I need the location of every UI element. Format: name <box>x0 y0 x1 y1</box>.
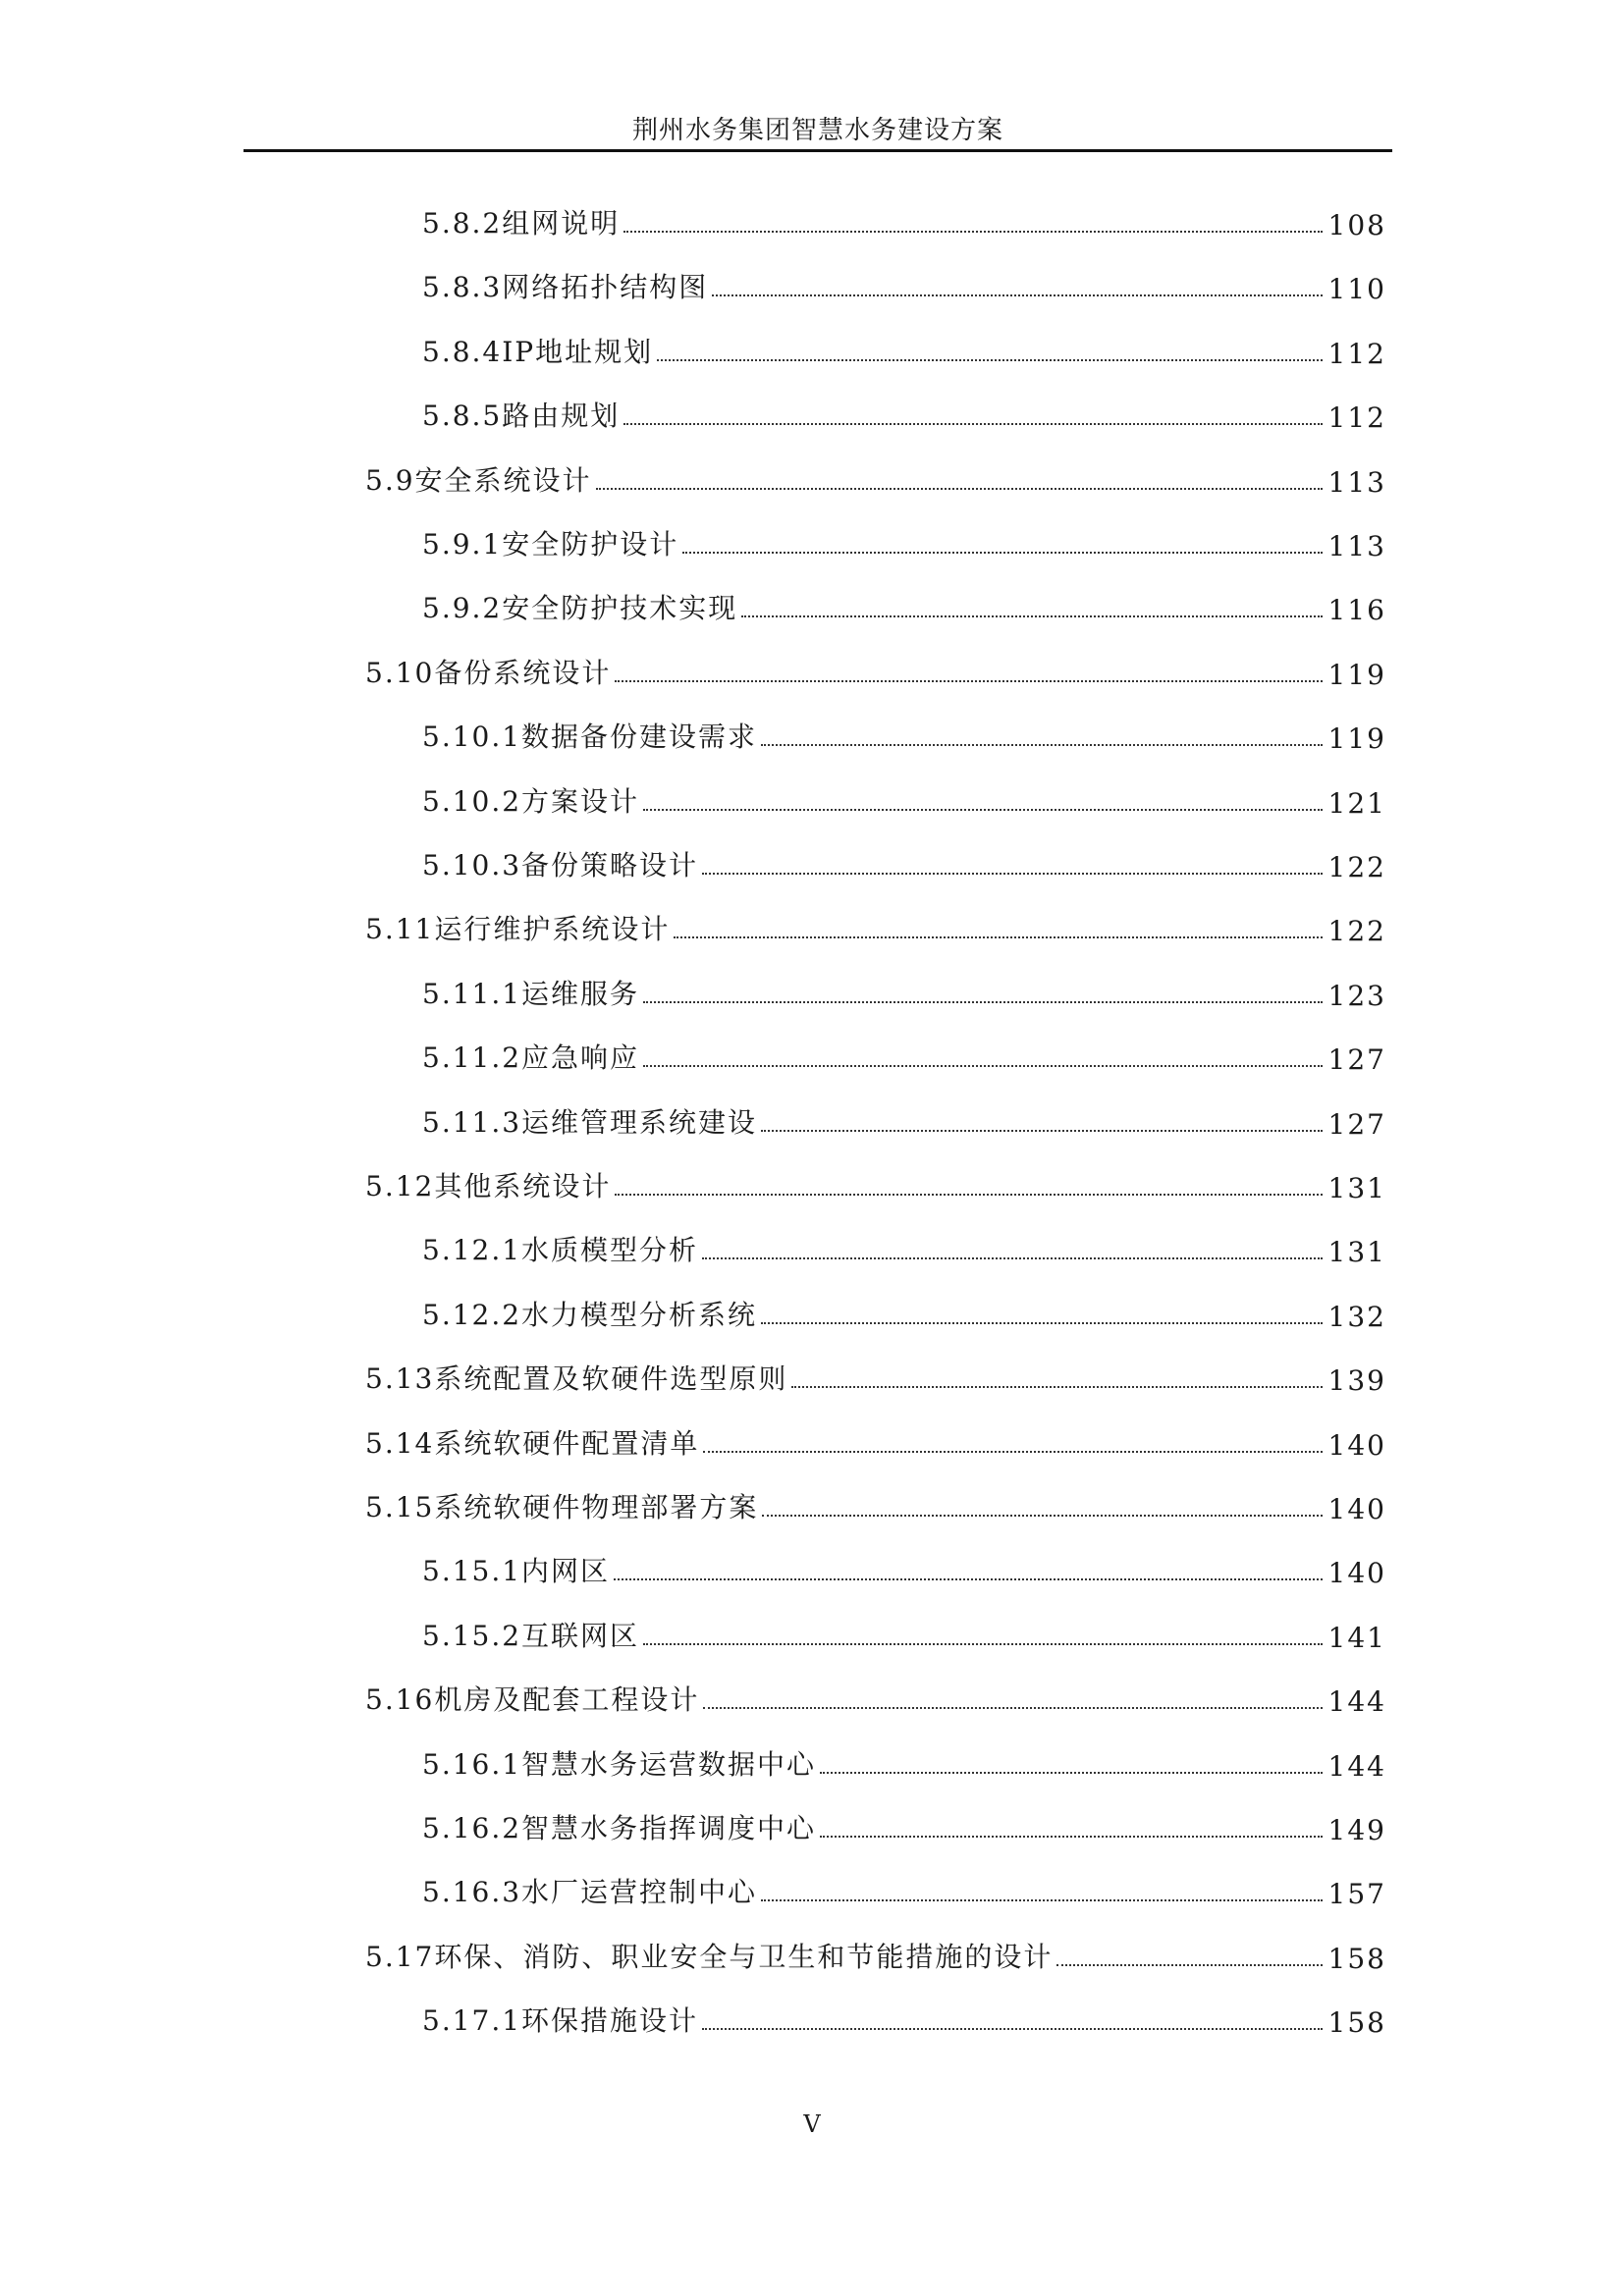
toc-entry[interactable] <box>422 387 1386 434</box>
toc-entry-page: 144 <box>1327 1685 1386 1719</box>
toc-entry-page: 158 <box>1327 2006 1386 2040</box>
toc-entry-label: 5.11.2应急响应 <box>422 1041 640 1075</box>
toc-entry-page: 116 <box>1327 594 1386 627</box>
toc-entry[interactable] <box>422 773 1386 820</box>
toc-entry-label: 5.10备份系统设计 <box>365 656 612 689</box>
toc-entry-label: 5.12.2水力模型分析系统 <box>422 1298 758 1331</box>
toc-entry[interactable] <box>422 1607 1386 1654</box>
toc-entry-page: 123 <box>1327 979 1386 1012</box>
toc-dot-leader <box>623 423 1322 425</box>
toc-entry-label: 5.15.1内网区 <box>422 1555 611 1588</box>
toc-entry-label: 5.15.2互联网区 <box>422 1619 640 1652</box>
toc-dot-leader <box>682 552 1322 554</box>
toc-entry-label: 5.16机房及配套工程设计 <box>365 1683 700 1717</box>
toc-entry[interactable] <box>365 1671 1386 1718</box>
page-number: V <box>803 2110 821 2138</box>
toc-entry-label: 5.11.3运维管理系统建设 <box>422 1105 758 1139</box>
toc-entry-page: 140 <box>1327 1493 1386 1525</box>
toc-entry[interactable] <box>365 1350 1386 1397</box>
toc-entry-page: 127 <box>1327 1107 1386 1141</box>
toc-entry-label: 5.16.1智慧水务运营数据中心 <box>422 1747 817 1781</box>
toc-entry-label: 5.17.1环保措施设计 <box>422 2004 699 2038</box>
toc-entry[interactable] <box>365 452 1386 499</box>
toc-dot-leader <box>596 488 1323 490</box>
toc-entry-page: 127 <box>1327 1043 1386 1077</box>
toc-entry-page: 149 <box>1327 1814 1386 1846</box>
toc-entry-label: 5.8.2组网说明 <box>422 207 621 240</box>
toc-entry-page: 119 <box>1327 658 1386 691</box>
toc-entry[interactable] <box>422 1542 1386 1589</box>
toc-entry-page: 112 <box>1327 337 1386 370</box>
toc-entry-page: 140 <box>1327 1557 1386 1590</box>
toc-entry[interactable] <box>422 1286 1386 1333</box>
toc-entry[interactable] <box>365 1157 1386 1204</box>
toc-entry-page: 122 <box>1327 851 1386 883</box>
toc-entry[interactable] <box>422 836 1386 883</box>
toc-dot-leader <box>674 936 1322 938</box>
toc-entry[interactable] <box>422 1094 1386 1141</box>
toc-entry[interactable] <box>365 1928 1386 1975</box>
toc-entry-label: 5.9.1安全防护设计 <box>422 528 679 561</box>
toc-dot-leader <box>1056 1964 1322 1966</box>
toc-entry-label: 5.12.1水质模型分析 <box>422 1234 699 1267</box>
toc-dot-leader <box>657 359 1322 361</box>
toc-entry-label: 5.10.2方案设计 <box>422 784 640 818</box>
toc-entry-label: 5.8.4IP地址规划 <box>422 335 654 368</box>
toc-entry-page: 110 <box>1327 273 1386 306</box>
toc-entry[interactable] <box>422 1221 1386 1268</box>
toc-entry-page: 131 <box>1327 1236 1386 1269</box>
toc-dot-leader <box>712 294 1322 296</box>
toc-entry-label: 5.16.3水厂运营控制中心 <box>422 1876 758 1909</box>
toc-dot-leader <box>643 809 1322 811</box>
toc-entry-page: 121 <box>1327 786 1386 820</box>
toc-entry[interactable] <box>422 515 1386 562</box>
toc-entry-label: 5.11运行维护系统设计 <box>365 913 671 946</box>
toc-dot-leader <box>614 1578 1322 1580</box>
header-divider <box>244 149 1392 152</box>
toc-entry[interactable] <box>422 579 1386 626</box>
toc-dot-leader <box>762 1515 1322 1517</box>
toc-dot-leader <box>623 231 1322 233</box>
toc-entry[interactable] <box>365 644 1386 691</box>
toc-entry-page: 141 <box>1327 1621 1386 1654</box>
toc-entry-label: 5.10.3备份策略设计 <box>422 849 699 881</box>
toc-entry[interactable] <box>422 258 1386 305</box>
toc-entry[interactable] <box>365 900 1386 947</box>
toc-entry-page: 113 <box>1327 465 1386 499</box>
toc-entry[interactable] <box>365 1415 1386 1462</box>
toc-entry-page: 131 <box>1327 1172 1386 1204</box>
toc-dot-leader <box>791 1386 1322 1388</box>
toc-dot-leader <box>643 1065 1322 1067</box>
toc-entry[interactable] <box>365 1478 1386 1525</box>
toc-dot-leader <box>702 2028 1322 2030</box>
toc-entry[interactable] <box>422 1863 1386 1910</box>
toc-entry-page: 140 <box>1327 1428 1386 1462</box>
toc-dot-leader <box>702 873 1322 875</box>
toc-entry-label: 5.14系统软硬件配置清单 <box>365 1426 700 1460</box>
toc-dot-leader <box>703 1707 1322 1709</box>
toc-dot-leader <box>761 1322 1322 1324</box>
toc-dot-leader <box>761 1130 1322 1132</box>
toc-entry-page: 119 <box>1327 722 1386 756</box>
toc-entry-label: 5.16.2智慧水务指挥调度中心 <box>422 1812 817 1844</box>
toc-dot-leader <box>820 1836 1322 1838</box>
toc-entry[interactable] <box>422 1992 1386 2039</box>
toc-dot-leader <box>702 1257 1322 1259</box>
toc-entry-label: 5.12其他系统设计 <box>365 1170 612 1202</box>
toc-dot-leader <box>741 615 1322 617</box>
toc-entry-label: 5.17环保、消防、职业安全与卫生和节能措施的设计 <box>365 1940 1054 1973</box>
toc-entry-label: 5.11.1运维服务 <box>422 977 640 1010</box>
toc-entry-label: 5.13系统配置及软硬件选型原则 <box>365 1362 788 1396</box>
toc-entry-page: 139 <box>1327 1364 1386 1398</box>
toc-entry-label: 5.9.2安全防护技术实现 <box>422 592 738 625</box>
toc-entry[interactable] <box>422 708 1386 755</box>
toc-dot-leader <box>820 1772 1322 1774</box>
toc-entry-label: 5.8.5路由规划 <box>422 400 621 433</box>
toc-entry-label: 5.10.1数据备份建设需求 <box>422 721 758 754</box>
toc-entry-label: 5.15系统软硬件物理部署方案 <box>365 1491 759 1523</box>
toc-dot-leader <box>761 744 1322 746</box>
toc-entry-page: 108 <box>1327 209 1386 241</box>
toc-entry[interactable] <box>422 1735 1386 1783</box>
toc-entry-page: 113 <box>1327 530 1386 562</box>
toc-entry[interactable] <box>422 323 1386 370</box>
toc-entry[interactable] <box>422 194 1386 241</box>
toc-entry[interactable] <box>422 1799 1386 1846</box>
toc-entry-page: 157 <box>1327 1878 1386 1911</box>
toc-dot-leader <box>643 1001 1322 1003</box>
toc-entry-label: 5.9安全系统设计 <box>365 463 592 497</box>
toc-entry-page: 122 <box>1327 915 1386 948</box>
toc-dot-leader <box>615 680 1322 682</box>
toc-dot-leader <box>703 1451 1322 1453</box>
toc-dot-leader <box>643 1643 1322 1645</box>
toc-dot-leader <box>761 1899 1322 1901</box>
toc-entry[interactable] <box>422 1029 1386 1076</box>
toc-entry[interactable] <box>422 965 1386 1012</box>
toc-entry-page: 112 <box>1327 401 1386 435</box>
toc-entry-page: 158 <box>1327 1942 1386 1975</box>
toc-entry-label: 5.8.3网络拓扑结构图 <box>422 271 709 304</box>
toc-dot-leader <box>615 1194 1322 1196</box>
toc-entry-page: 132 <box>1327 1300 1386 1333</box>
toc-entry-page: 144 <box>1327 1749 1386 1783</box>
document-header: 荆州水务集团智慧水务建设方案 <box>631 116 1003 145</box>
